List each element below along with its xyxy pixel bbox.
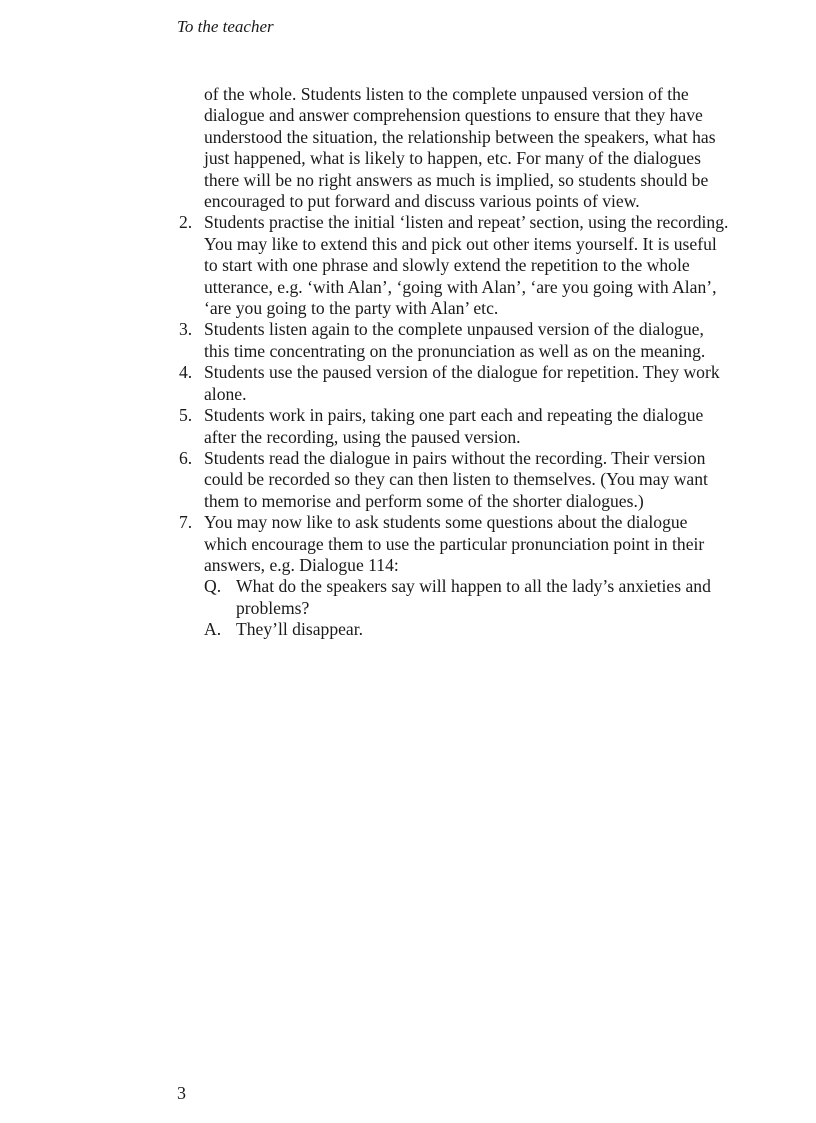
example-dialogue bbox=[204, 576, 732, 640]
list-item bbox=[172, 319, 732, 362]
example-tag: Q. bbox=[204, 576, 222, 597]
list-item bbox=[172, 405, 732, 448]
page-body bbox=[172, 84, 732, 641]
item-text: Students listen again to the complete unpaused version of the dialogue, this time concentrating on the pronunciation as well as on the meaning. bbox=[204, 319, 706, 361]
item-text: You may now like to ask students some questions about the dialogue which encourage them to use the particular pronunciation point in their answers, e.g. Dialogue 114: bbox=[204, 512, 705, 575]
running-head-title: To the teacher bbox=[177, 17, 274, 36]
item-text: Students use the paused version of the dialogue for repetition. They work alone. bbox=[204, 362, 720, 404]
item-text: Students practise the initial ‘listen and repeat’ section, using the recording. You may like to extend this and pick out other items yourself. It is useful to start with one phrase and slowly extend the repetition to the whole utterance, e.g. ‘with Alan’, ‘going with Alan’, ‘are you going with Alan’, ‘are you going to the party with Alan’ etc. bbox=[204, 212, 729, 319]
list-item bbox=[172, 362, 732, 405]
example-tag: A. bbox=[204, 619, 222, 640]
page-number: 3 bbox=[177, 1083, 186, 1103]
list-item bbox=[172, 448, 732, 512]
item-number: 5. bbox=[179, 405, 193, 426]
item-number: 6. bbox=[179, 447, 193, 468]
example-line bbox=[204, 619, 732, 640]
example-text: What do the speakers say will happen to all the lady’s anxieties and problems? bbox=[236, 576, 711, 618]
item-number: 4. bbox=[179, 362, 193, 383]
list-item bbox=[172, 512, 732, 640]
item-text: Students read the dialogue in pairs without the recording. Their version could be recorded so they can then listen to themselves. (You may want them to memorise and perform some of the shorter dialogues.) bbox=[204, 447, 708, 511]
item-text: Students work in pairs, taking one part each and repeating the dialogue after the recording, using the paused version. bbox=[204, 405, 704, 447]
item-number: 3. bbox=[179, 319, 193, 340]
example-text: They’ll disappear. bbox=[236, 619, 364, 640]
steps-list bbox=[172, 212, 732, 640]
example-line bbox=[204, 576, 732, 619]
list-item bbox=[172, 212, 732, 319]
item-number: 2. bbox=[179, 212, 193, 233]
continuation-paragraph: of the whole. Students listen to the complete unpaused version of the dialogue and answer comprehension questions to ensure that they have understood the situation, the relationship between the speakers, what has just happened, what is likely to happen, etc. For many of the dialogues there will be no right answers as much is implied, so students should be encouraged to put forward and discuss various points of view. bbox=[204, 84, 716, 212]
item-number: 7. bbox=[179, 512, 193, 533]
